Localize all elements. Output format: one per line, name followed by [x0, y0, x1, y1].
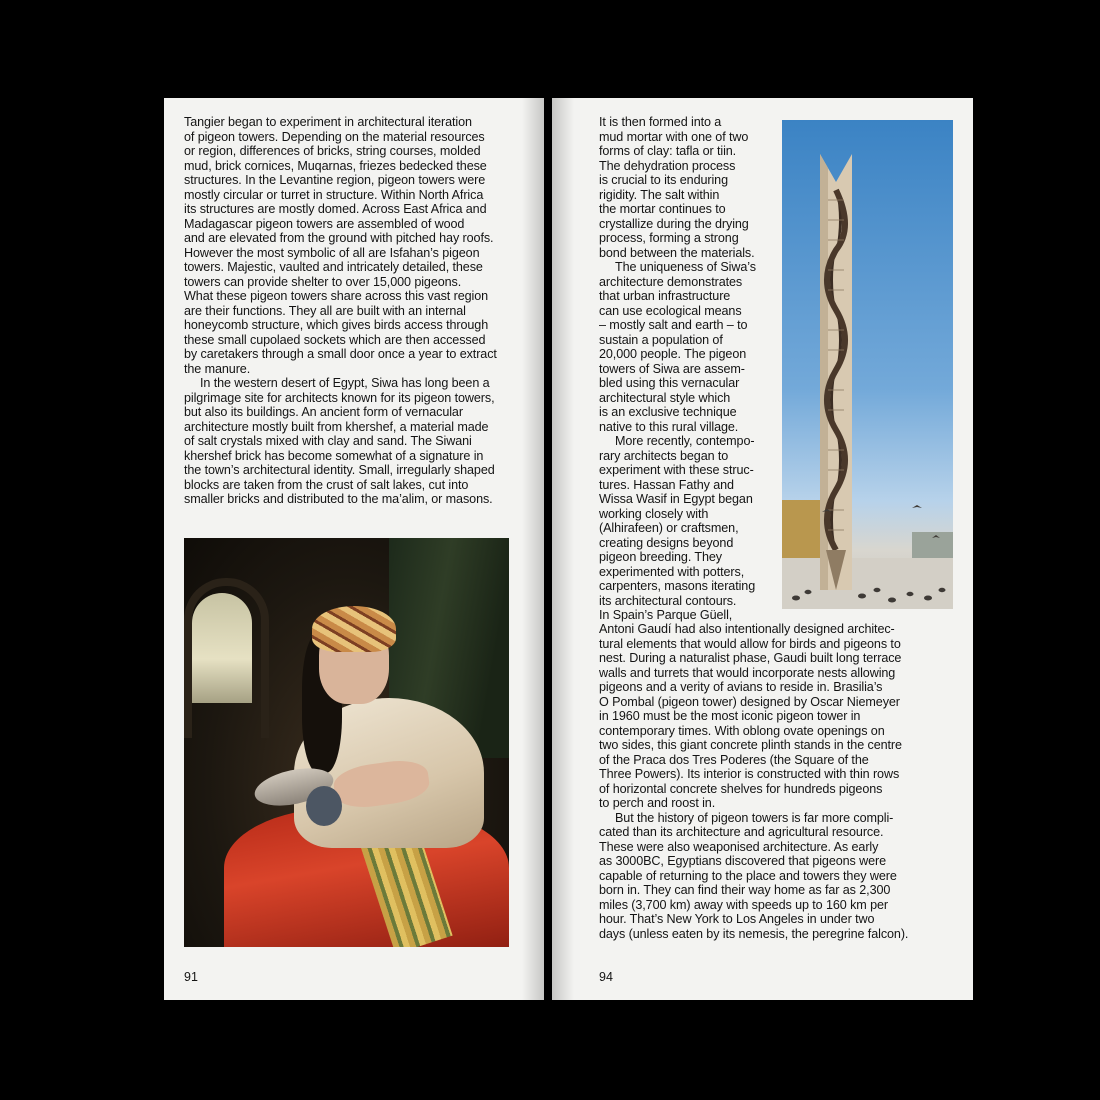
text-line: More recently, contempo-	[615, 434, 755, 448]
text-line: The dehydration process	[599, 158, 736, 173]
text-line: pigeon breeding. They	[599, 550, 723, 564]
text-line: architectural style which	[599, 390, 731, 405]
text-line: mostly circular or turret in structure. Within North Africa	[184, 187, 484, 202]
text-line: structures. In the Levantine region, pigeon towers were	[184, 173, 486, 187]
text-line: creating designs beyond	[599, 535, 734, 550]
text-line: towers. Majestic, vaulted and intricately detailed, these	[184, 260, 483, 274]
text-line: are their functions. They all are built with an internal	[184, 303, 466, 318]
text-line: honeycomb structure, which gives birds access through	[184, 318, 489, 332]
text-line: cated than its architecture and agricultural resource.	[599, 825, 884, 839]
text-line: carpenters, masons iterating	[599, 579, 756, 593]
text-line: two sides, this giant concrete plinth stands in the centre	[599, 738, 902, 752]
text-line: rigidity. The salt within	[599, 187, 720, 202]
text-line: bled using this vernacular	[599, 376, 740, 390]
page-number-left: 91	[184, 970, 198, 984]
text-line: walls and turrets that would incorporate nests allowing	[599, 665, 896, 680]
text-line: These were also weaponised architecture. As early	[599, 839, 879, 854]
gutter-shadow	[522, 98, 544, 1000]
text-line: pilgrimage site for architects known for its pigeon towers,	[184, 390, 495, 405]
text-line: – mostly salt and earth – to	[599, 318, 748, 332]
text-line: of pigeon towers. Depending on the material resources	[184, 129, 485, 144]
text-line: bond between the materials.	[599, 245, 755, 260]
text-line: mud, brick cornices, Muqarnas, friezes bedecked these	[184, 158, 487, 173]
text-line: is crucial to its enduring	[599, 173, 728, 187]
text-line: hour. That’s New York to Los Angeles in under two	[599, 912, 875, 926]
text-line: its architectural contours.	[599, 593, 737, 608]
text-line: by caretakers through a small door once a year to extract	[184, 347, 497, 361]
text-line: towers of Siwa are assem-	[599, 361, 745, 376]
text-line: In Spain’s Parque Güell,	[599, 608, 733, 622]
text-line: working closely with	[599, 506, 709, 521]
text-line: as 3000BC, Egyptians discovered that pigeons were	[599, 854, 887, 868]
text-line: crystallize during the drying	[599, 216, 749, 231]
text-line: capable of returning to the place and towers they were	[599, 868, 897, 883]
text-line: What these pigeon towers share across this vast region	[184, 289, 489, 303]
text-line: in 1960 must be the most iconic pigeon tower in	[599, 709, 861, 723]
text-line: Tangier began to experiment in architectural iteration	[184, 115, 472, 129]
painting-woman-with-dove	[184, 538, 509, 947]
text-line: Antoni Gaudí had also intentionally designed architec-	[599, 622, 895, 636]
text-line: 20,000 people. The pigeon	[599, 347, 747, 361]
text-line: of the Praca dos Tres Poderes (the Square of the	[599, 752, 869, 767]
text-line: architecture demonstrates	[599, 274, 743, 289]
text-line: sustain a population of	[599, 332, 723, 347]
text-line: days (unless eaten by its nemesis, the peregrine falcon).	[599, 926, 909, 941]
text-line: the mortar continues to	[599, 202, 726, 216]
left-body-text	[184, 115, 524, 507]
text-line: blocks are taken from the crust of salt lakes, cut into	[184, 477, 469, 492]
text-line: In the western desert of Egypt, Siwa has long been a	[200, 376, 490, 390]
text-line: of horizontal concrete shelves for hundreds pigeons	[599, 781, 883, 796]
right-body-text-column	[599, 115, 775, 623]
text-line: The uniqueness of Siwa’s	[615, 260, 756, 274]
text-line: forms of clay: tafla or tiin.	[599, 144, 737, 158]
text-line: these small cupolaed sockets which are then accessed	[184, 332, 486, 347]
right-page	[552, 98, 973, 1000]
text-line: architecture mostly built from khershef, a material made	[184, 419, 489, 434]
page-number-right: 94	[599, 970, 613, 984]
text-line: the town’s architectural identity. Small, irregularly shaped	[184, 463, 495, 477]
text-line: process, forming a strong	[599, 231, 739, 245]
text-line: miles (3,700 km) away with speeds up to 160 km per	[599, 897, 888, 912]
text-line: contemporary times. With oblong ovate openings on	[599, 723, 885, 738]
text-line: of salt crystals mixed with clay and sand. The Siwani	[184, 434, 472, 448]
text-line: but also its buildings. An ancient form of vernacular	[184, 405, 463, 419]
photo-pigeon-tower	[782, 120, 953, 609]
text-line: However the most symbolic of all are Isfahan’s pigeon	[184, 245, 480, 260]
left-page	[164, 98, 544, 1000]
text-line: its structures are mostly domed. Across East Africa and	[184, 202, 487, 216]
text-line: mud mortar with one of two	[599, 129, 749, 144]
text-line: nest. During a naturalist phase, Gaudi built long terrace	[599, 651, 902, 665]
text-line: pigeons and a verity of avians to reside in. Brasilia’s	[599, 680, 883, 694]
text-line: experiment with these struc-	[599, 463, 754, 477]
text-line: smaller bricks and distributed to the ma’alim, or masons.	[184, 492, 493, 506]
text-line: and are elevated from the ground with pitched hay roofs.	[184, 231, 494, 245]
text-line: Madagascar pigeon towers are assembled of wood	[184, 216, 465, 231]
text-line: the manure.	[184, 361, 251, 376]
text-line: to perch and roost in.	[599, 796, 716, 810]
text-line: native to this rural village.	[599, 419, 739, 434]
text-line: rary architects began to	[599, 448, 729, 463]
text-line: towers can provide shelter to over 15,000 pigeons.	[184, 274, 462, 289]
text-line: that urban infrastructure	[599, 289, 731, 303]
text-line: Wissa Wasif in Egypt began	[599, 492, 753, 506]
text-line: or region, differences of bricks, string courses, molded	[184, 144, 481, 158]
text-line: Three Powers). Its interior is constructed with thin rows	[599, 767, 900, 781]
text-line: tural elements that would allow for birds and pigeons to	[599, 636, 901, 651]
right-body-text-full	[599, 622, 939, 941]
text-line: born in. They can find their way home as far as 2,300	[599, 883, 891, 897]
text-line: experimented with potters,	[599, 564, 745, 579]
text-line: khershef brick has become somewhat of a signature in	[184, 448, 484, 463]
text-line: But the history of pigeon towers is far more compli-	[615, 810, 894, 825]
text-line: It is then formed into a	[599, 115, 722, 129]
text-line: can use ecological means	[599, 303, 742, 318]
gutter-shadow	[552, 98, 574, 1000]
text-line: is an exclusive technique	[599, 405, 737, 419]
text-line: O Pombal (pigeon tower) designed by Oscar Niemeyer	[599, 694, 900, 709]
text-line: tures. Hassan Fathy and	[599, 477, 734, 492]
text-line: (Alhirafeen) or craftsmen,	[599, 521, 739, 535]
